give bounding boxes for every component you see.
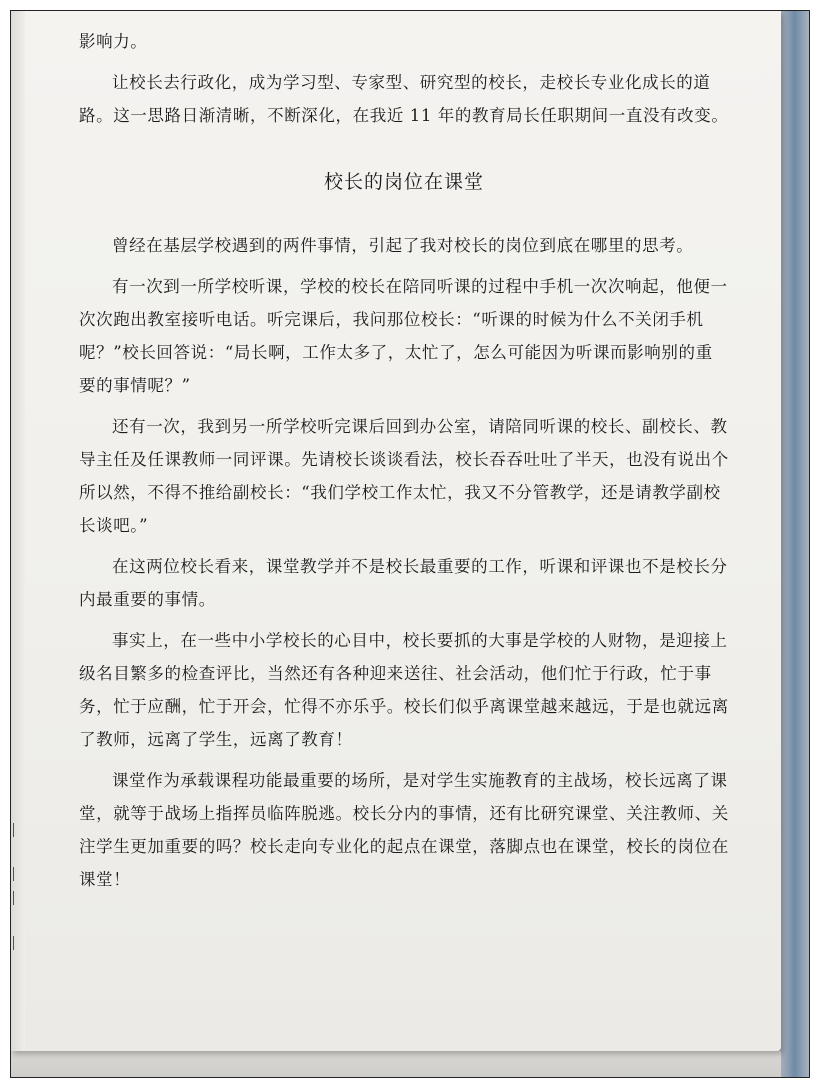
- edge-mark: [13, 823, 20, 837]
- paragraph: 曾经在基层学校遇到的两件事情，引起了我对校长的岗位到底在哪里的思考。: [112, 236, 694, 255]
- paragraph: 在这两位校长看来，课堂教学并不是校长最重要的工作，听课和评课也不是校长分内最重要的事情。: [79, 557, 728, 609]
- page-stack-edge: [11, 1051, 781, 1077]
- edge-mark: [13, 891, 20, 905]
- edge-mark: [13, 867, 20, 881]
- book-page: [11, 11, 781, 1051]
- paragraph-continued: 影响力。: [79, 32, 148, 51]
- paragraph: 课堂作为承载课程功能最重要的场所，是对学生实施教育的主战场，校长远离了课堂，就等于战场上指挥员临阵脱逃。校长分内的事情，还有比研究课堂、关注教师、关注学生更加重要的吗？校长走向专业化的起点在课堂，落脚点也在课堂，校长的岗位在课堂！: [79, 771, 729, 889]
- page-text: [79, 25, 729, 904]
- section-title: 校长的岗位在课堂: [323, 171, 484, 193]
- paragraph: 还有一次，我到另一所学校听完课后回到办公室，请陪同听课的校长、副校长、教导主任及任课教师一同评课。先请校长谈谈看法，校长吞吞吐吐了半天，也没有说出个所以然，不得不推给副校长：“我们学校工作太忙，我又不分管教学，还是请教学副校长谈吧。”: [79, 417, 729, 535]
- paragraph: 让校长去行政化，成为学习型、专家型、研究型的校长，走校长专业化成长的道路。这一思路日渐清晰，不断深化，在我近 11 年的教育局长任职期间一直没有改变。: [79, 73, 729, 125]
- paragraph: 事实上，在一些中小学校长的心目中，校长要抓的大事是学校的人财物，是迎接上级名目繁多的检查评比，当然还有各种迎来送往、社会活动，他们忙于行政，忙于事务，忙于应酬，忙于开会，忙得不亦乐乎。校长们似乎离课堂越来越远，于是也就远离了教师，远离了学生，远离了教育！: [79, 631, 729, 749]
- edge-mark: [13, 936, 20, 950]
- page-left-edge: [11, 11, 25, 1051]
- photo-frame: [10, 10, 810, 1078]
- paragraph: 有一次到一所学校听课，学校的校长在陪同听课的过程中手机一次次响起，他便一次次跑出教室接听电话。听完课后，我问那位校长：“听课的时候为什么不关闭手机呢？”校长回答说：“局长啊，工作太多了，太忙了，怎么可能因为听课而影响别的重要的事情呢？”: [79, 277, 728, 395]
